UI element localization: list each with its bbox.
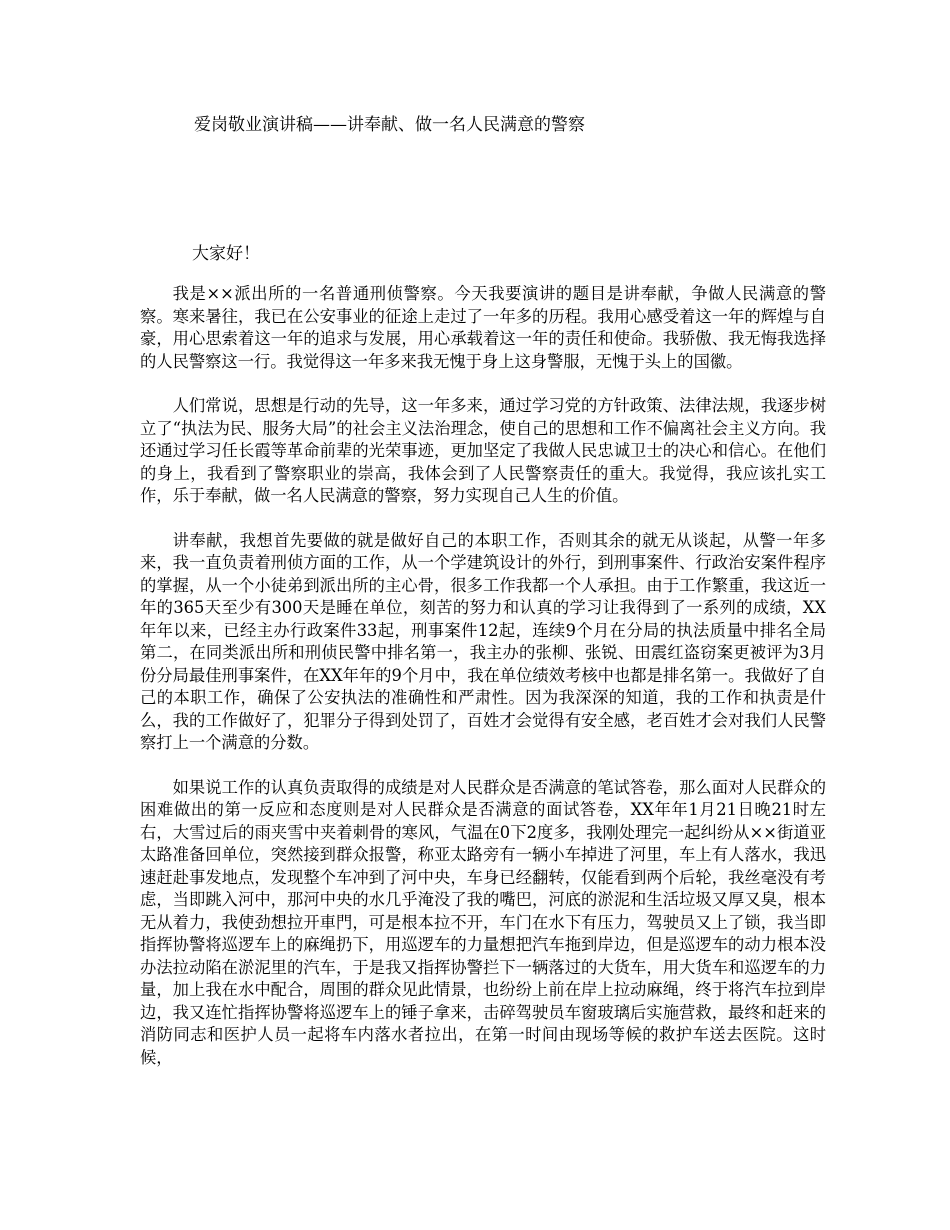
speech-body	[140, 283, 826, 1091]
paragraph: 人们常说，思想是行动的先导，这一年多来，通过学习党的方针政策、法律法规，我逐步树立了“执法为民、服务大局”的社会主义法治理念，使自己的思想和工作不偏离社会主义方向。我还通过学习任长霞等革命前辈的光荣事迹，更加坚定了我做人民忠诚卫士的决心和信心。在他们的身上，我看到了警察职业的崇高，我体会到了人民警察责任的重大。我觉得，我应该扎实工作，乐于奉献，做一名人民满意的警察，努力实现自己人生的价值。	[140, 396, 826, 505]
paragraph: 我是××派出所的一名普通刑侦警察。今天我要演讲的题目是讲奉献，争做人民满意的警察。寒来暑往，我已在公安事业的征途上走过了一年多的历程。我用心感受着这一年的辉煌与自豪，用心思索着这一年的追求与发展，用心承载着这一年的责任和使命。我骄傲、我无悔我选择的人民警察这一行。我觉得这一年多来我无愧于身上这身警服，无愧于头上的国徽。	[140, 284, 826, 371]
paragraph: 讲奉献，我想首先要做的就是做好自己的本职工作，否则其余的就无从谈起，从警一年多来，我一直负责着刑侦方面的工作，从一个学建筑设计的外行，到刑事案件、行政治安案件程序的掌握，从一个小徒弟到派出所的主心骨，很多工作我都一个人承担。由于工作繁重，我这近一年的365天至少有300天是睡在单位，刻苦的努力和认真的学习让我得到了一系列的成绩，XX年年以来，已经主办行政案件33起，刑事案件12起，连续9个月在分局的执法质量中排名全局第二，在同类派出所和刑侦民警中排名第一，我主办的张柳、张锐、田震红盗窃案更被评为3月份分局最佳刑事案件，在XX年年的9个月中，我在单位绩效考核中也都是排名第一。我做好了自己的本职工作，确保了公安执法的准确性和严肃性。因为我深深的知道，我的工作和执责是什么，我的工作做好了，犯罪分子得到处罚了，百姓才会觉得有安全感，老百姓才会对我们人民警察打上一个满意的分数。	[140, 530, 826, 752]
paragraph: 如果说工作的认真负责取得的成绩是对人民群众是否满意的笔试答卷，那么面对人民群众的困难做出的第一反应和态度则是对人民群众是否满意的面试答卷，XX年年1月21日晚21时左右，大雪过后的雨夹雪中夹着刺骨的寒风，气温在0下2度多，我刚处理完一起纠纷从××街道亚太路准备回单位，突然接到群众报警，称亚太路旁有一辆小车掉进了河里，车上有人落水，我迅速赶赴事发地点，发现整个车冲到了河中央，车身已经翻转，仅能看到两个后轮，我丝毫没有考虑，当即跳入河中，那河中央的水几乎淹没了我的嘴巴，河底的淤泥和生活垃圾又厚又臭，根本无从着力，我使劲想拉开車門，可是根本拉不开，车门在水下有压力，驾驶员又上了锁，我当即指挥协警将巡逻车上的麻绳扔下，用巡逻车的力量想把汽车拖到岸边，但是巡逻车的动力根本没办法拉动陷在淤泥里的汽车，于是我又指挥协警拦下一辆落过的大货车，用大货车和巡逻车的力量，加上我在水中配合，周围的群众见此情景，也纷纷上前在岸上拉动麻绳，终于将汽车拉到岸边，我又连忙指挥协警将巡逻车上的锤子拿来，击碎驾驶员车窗玻璃后实施营救，最终和赶来的消防同志和医护人员一起将车内落水者拉出，在第一时间由现场等候的救护车送去医院。这时候，	[140, 777, 826, 1067]
document-title: 爱岗敬业演讲稿——讲奉献、做一名人民满意的警察	[194, 115, 585, 135]
greeting: 大家好！	[192, 244, 260, 264]
